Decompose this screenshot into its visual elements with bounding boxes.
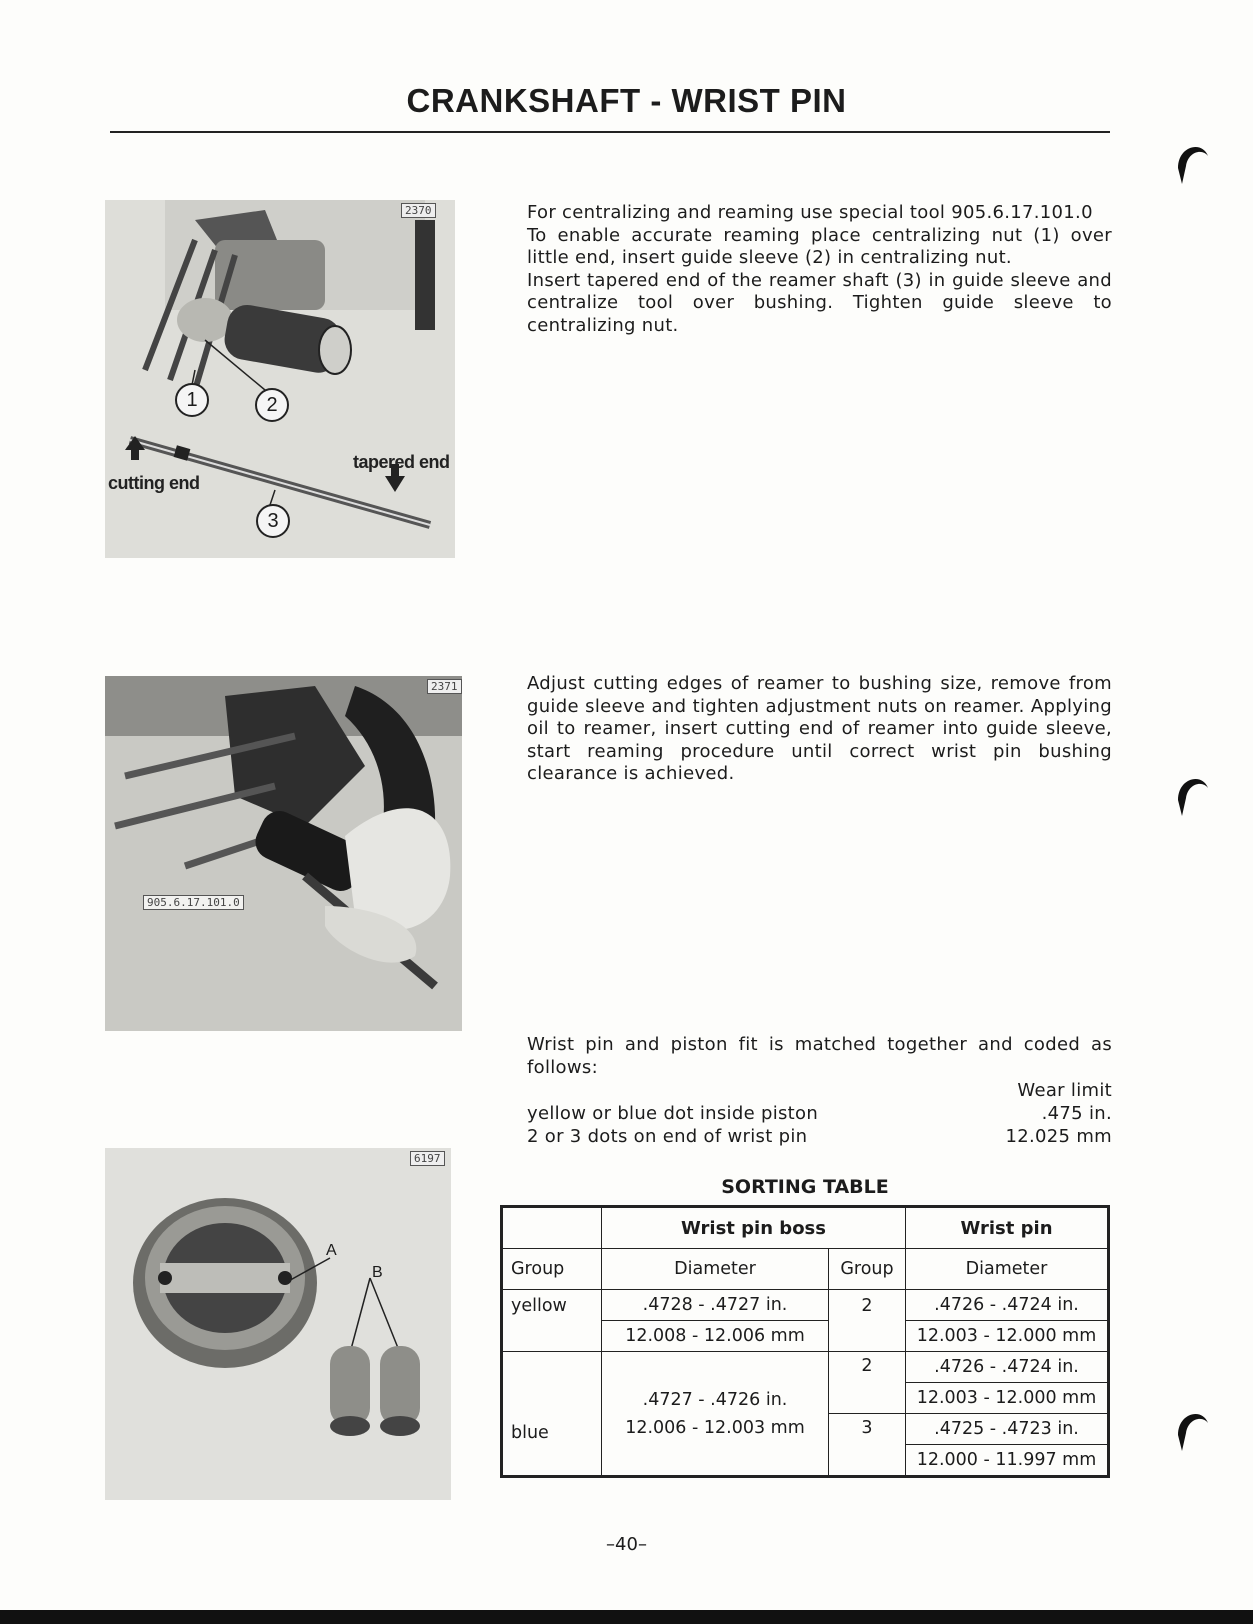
table-corner-cell xyxy=(502,1207,602,1249)
yellow-pin-group: 2 xyxy=(829,1290,906,1352)
callout-3: 3 xyxy=(256,504,290,538)
instruction-line: To enable accurate reaming place centralizing nut (1) over little end, insert guide sleeve (2) in centralizing nut. xyxy=(527,224,1112,268)
blue-boss-diameter xyxy=(602,1352,829,1477)
sorting-table xyxy=(500,1205,1110,1478)
group-column-header: Group xyxy=(502,1249,602,1290)
label-a: A xyxy=(326,1242,337,1259)
yellow-boss-mm: 12.008 - 12.006 mm xyxy=(602,1321,829,1352)
callout-1: 1 xyxy=(175,383,209,417)
blue-boss-in: .4727 - .4726 in. xyxy=(642,1389,788,1410)
instruction-line: For centralizing and reaming use special tool 905.6.17.101.0 xyxy=(527,202,1093,223)
group-yellow: yellow xyxy=(502,1290,602,1352)
reaming-procedure-illustration xyxy=(105,676,462,1031)
instruction-paragraph-1 xyxy=(527,202,1112,337)
pin-diameter-header: Diameter xyxy=(906,1249,1109,1290)
piston-illustration xyxy=(105,1148,451,1500)
page-title: CRANKSHAFT - WRIST PIN xyxy=(406,82,847,119)
matching-paragraph xyxy=(527,1034,1112,1079)
figure-reamer-tool xyxy=(105,200,455,558)
blue-pin-group-a: 2 xyxy=(829,1352,906,1414)
wear-limit-mm: 12.025 mm xyxy=(1005,1126,1112,1147)
boss-diameter-header: Diameter xyxy=(602,1249,829,1290)
sorting-table-title: SORTING TABLE xyxy=(721,1176,889,1198)
figure-reaming-procedure xyxy=(105,676,462,1031)
instruction-line: Insert tapered end of the reamer shaft (3) in guide sleeve and centralize tool over bushing. Tighten guide sleeve to centralizing nut. xyxy=(527,269,1112,336)
yellow-pin-in: .4726 - .4724 in. xyxy=(906,1290,1109,1321)
matching-text: Wrist pin and piston fit is matched together and coded as follows: xyxy=(527,1034,1112,1078)
tapered-end-label: tapered end xyxy=(353,452,450,472)
blue-pin-a-in: .4726 - .4724 in. xyxy=(906,1352,1109,1383)
figure-piston-and-pins xyxy=(105,1148,451,1500)
blue-boss-mm: 12.006 - 12.003 mm xyxy=(625,1417,805,1438)
binder-hole-mark xyxy=(1172,1405,1210,1455)
page-number: –40– xyxy=(606,1534,647,1555)
figure-number: 2370 xyxy=(401,203,436,218)
group-blue: blue xyxy=(502,1352,602,1477)
title-rule xyxy=(110,131,1110,133)
yellow-pin-mm: 12.003 - 12.000 mm xyxy=(906,1321,1109,1352)
figure-number: 6197 xyxy=(410,1151,445,1166)
blue-pin-b-mm: 12.000 - 11.997 mm xyxy=(906,1445,1109,1477)
blue-pin-a-mm: 12.003 - 12.000 mm xyxy=(906,1383,1109,1414)
binder-hole-mark xyxy=(1172,770,1210,820)
instruction-text: Adjust cutting edges of reamer to bushing size, remove from guide sleeve and tighten adjustment nuts on reamer. Applying oil to reamer, insert cutting end of reamer into guide sleeve, start reaming procedure until correct wrist pin bushing clearance is achieved. xyxy=(527,673,1112,784)
tool-number-label: 905.6.17.101.0 xyxy=(143,895,244,910)
binder-hole-mark xyxy=(1172,138,1210,188)
wear-limit-in: .475 in. xyxy=(1041,1103,1112,1124)
wrist-pin-dot-label: 2 or 3 dots on end of wrist pin xyxy=(527,1126,808,1147)
wrist-pin-boss-header: Wrist pin boss xyxy=(602,1207,906,1249)
figure-number: 2371 xyxy=(427,679,462,694)
wrist-pin-header: Wrist pin xyxy=(906,1207,1109,1249)
wear-limit-header: Wear limit xyxy=(1017,1080,1112,1101)
piston-dot-label: yellow or blue dot inside piston xyxy=(527,1103,819,1124)
blue-pin-group-b: 3 xyxy=(829,1414,906,1477)
yellow-boss-in: .4728 - .4727 in. xyxy=(602,1290,829,1321)
label-b: B xyxy=(372,1264,383,1281)
scan-edge xyxy=(0,1610,1253,1624)
instruction-paragraph-2 xyxy=(527,673,1112,786)
blue-pin-b-in: .4725 - .4723 in. xyxy=(906,1414,1109,1445)
callout-2: 2 xyxy=(255,388,289,422)
pin-group-header: Group xyxy=(829,1249,906,1290)
reamer-tool-illustration xyxy=(105,200,455,558)
cutting-end-label: cutting end xyxy=(108,473,200,493)
